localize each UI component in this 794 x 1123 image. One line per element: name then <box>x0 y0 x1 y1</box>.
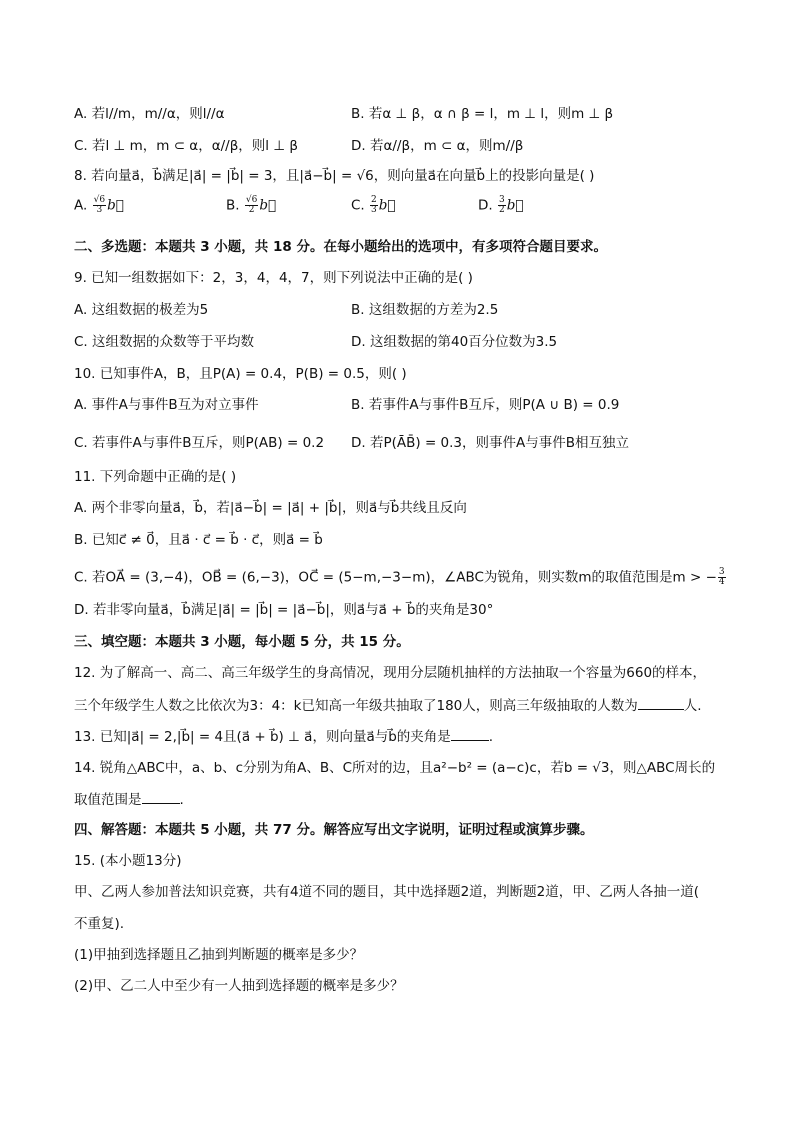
numerator: √6 <box>93 195 106 205</box>
q12-line-2 <box>74 697 702 715</box>
fraction <box>498 196 506 215</box>
q10-option-d: D. 若P(ĀB̄) = 0.3，则事件A与事件B相互独立 <box>351 435 630 451</box>
q15-line-2: 不重复). <box>74 916 125 932</box>
fraction <box>245 196 258 215</box>
q8-option-b <box>226 196 276 215</box>
fraction <box>370 196 378 215</box>
denominator: 3 <box>96 205 103 215</box>
q7-option-a: A. 若l//m，m//α，则l//α <box>74 106 225 122</box>
period: . <box>488 729 494 745</box>
section-3-heading: 三、填空题：本题共 3 小题，每小题 5 分，共 15 分。 <box>74 634 410 650</box>
q14-line-2 <box>74 791 184 809</box>
q11-stem: 11. 下列命题中正确的是( ) <box>74 469 237 485</box>
q15-heading: 15. (本小题13分) <box>74 853 182 869</box>
denominator: 4 <box>718 577 725 587</box>
q11-option-c <box>74 568 727 587</box>
option-letter: A. <box>74 197 88 214</box>
q9-option-a: A. 这组数据的极差为5 <box>74 302 209 318</box>
q7-option-d: D. 若α//β，m ⊂ α，则m//β <box>351 138 524 154</box>
fraction <box>93 196 106 215</box>
q9-stem: 9. 已知一组数据如下：2，3，4，4，7，则下列说法中正确的是( ) <box>74 270 473 286</box>
q8-stem: 8. 若向量a⃗，b⃗满足|a⃗| = |b⃗| = 3，且|a⃗−b⃗| = √6，则向量a⃗在向量b⃗上的投影向量是( ) <box>74 168 595 184</box>
option-letter: D. <box>478 197 493 214</box>
q7-option-c: C. 若l ⊥ m，m ⊂ α，α//β，则l ⊥ β <box>74 138 299 154</box>
q11-option-d: D. 若非零向量a⃗，b⃗满足|a⃗| = |b⃗| = |a⃗−b⃗|，则a⃗与a⃗ + b⃗的夹角是30° <box>74 602 494 618</box>
denominator: 2 <box>498 205 505 215</box>
q15-part-1: (1)甲抽到选择题且乙抽到判断题的概率是多少？ <box>74 947 364 963</box>
denominator: 3 <box>371 205 377 215</box>
answer-blank[interactable] <box>638 697 684 710</box>
q9-option-b: B. 这组数据的方差为2.5 <box>351 302 499 318</box>
fraction <box>718 568 726 587</box>
q8-option-d <box>478 196 523 215</box>
q10-stem: 10. 已知事件A，B，且P(A) = 0.4，P(B) = 0.5，则( ) <box>74 366 407 382</box>
vector-b: b⃗ <box>107 197 124 214</box>
q10-option-a: A. 事件A与事件B互为对立事件 <box>74 397 259 413</box>
q7-option-b: B. 若α ⊥ β，α ∩ β = l，m ⊥ l，则m ⊥ β <box>351 106 614 122</box>
denominator: 2 <box>248 205 255 215</box>
vector-b: b⃗ <box>378 197 396 214</box>
q15-part-2: (2)甲、乙二人中至少有一人抽到选择题的概率是多少？ <box>74 978 404 994</box>
option-letter: B. <box>226 197 240 214</box>
option-text: C. 若OA⃗ = (3,−4)，OB⃗ = (6,−3)，OC⃗ = (5−m,−3−m)，∠ABC为锐角，则实数m的取值范围是m > − <box>74 569 717 586</box>
q13-stem <box>74 728 493 746</box>
q13-text: 13. 已知|a⃗| = 2,|b⃗| = 4且(a⃗ + b⃗) ⊥ a⃗，则向量a⃗与b⃗的夹角是 <box>74 729 451 745</box>
q12-line-1: 12. 为了解高一、高二、高三年级学生的身高情况，现用分层随机抽样的方法抽取一个容量为660的样本， <box>74 665 707 681</box>
q10-option-b: B. 若事件A与事件B互斥，则P(A ∪ B) = 0.9 <box>351 397 620 413</box>
q8-option-c <box>351 196 396 215</box>
answer-blank[interactable] <box>451 728 489 741</box>
q10-option-c: C. 若事件A与事件B互斥，则P(AB) = 0.2 <box>74 435 325 451</box>
q11-option-a: A. 两个非零向量a⃗，b⃗，若|a⃗−b⃗| = |a⃗| + |b⃗|，则a⃗与b⃗共线且反向 <box>74 500 467 516</box>
vector-b: b⃗ <box>506 197 524 214</box>
q15-line-1: 甲、乙两人参加普法知识竞赛，共有4道不同的题目，其中选择题2道，判断题2道，甲、乙两人各抽一道( <box>74 884 700 900</box>
q11-option-b: B. 已知c⃗ ≠ 0⃗，且a⃗ · c⃗ = b⃗ · c⃗，则a⃗ = b⃗ <box>74 532 323 548</box>
numerator: √6 <box>245 195 258 205</box>
numerator: 3 <box>718 567 725 577</box>
q14-text: 取值范围是 <box>74 792 142 808</box>
numerator: 2 <box>371 195 377 205</box>
q9-option-d: D. 这组数据的第40百分位数为3.5 <box>351 334 558 350</box>
q9-option-c: C. 这组数据的众数等于平均数 <box>74 334 255 350</box>
option-letter: C. <box>351 197 365 214</box>
period: . <box>179 792 184 808</box>
q14-line-1: 14. 锐角△ABC中，a、b、c分别为角A、B、C所对的边，且a²−b² = (a−c)c，若b = √3，则△ABC周长的 <box>74 760 716 776</box>
vector-b: b⃗ <box>259 197 277 214</box>
q12-text: 三个年级学生人数之比依次为3：4：k已知高一年级共抽取了180人，则高三年级抽取的人数为 <box>74 698 638 714</box>
answer-blank[interactable] <box>142 791 180 804</box>
q8-option-a <box>74 196 124 215</box>
q12-unit: 人. <box>683 698 702 714</box>
numerator: 3 <box>498 195 505 205</box>
section-2-heading: 二、多选题：本题共 3 小题，共 18 分。在每小题给出的选项中，有多项符合题目要求。 <box>74 239 607 255</box>
section-4-heading: 四、解答题：本题共 5 小题，共 77 分。解答应写出文字说明，证明过程或演算步骤。 <box>74 822 594 838</box>
